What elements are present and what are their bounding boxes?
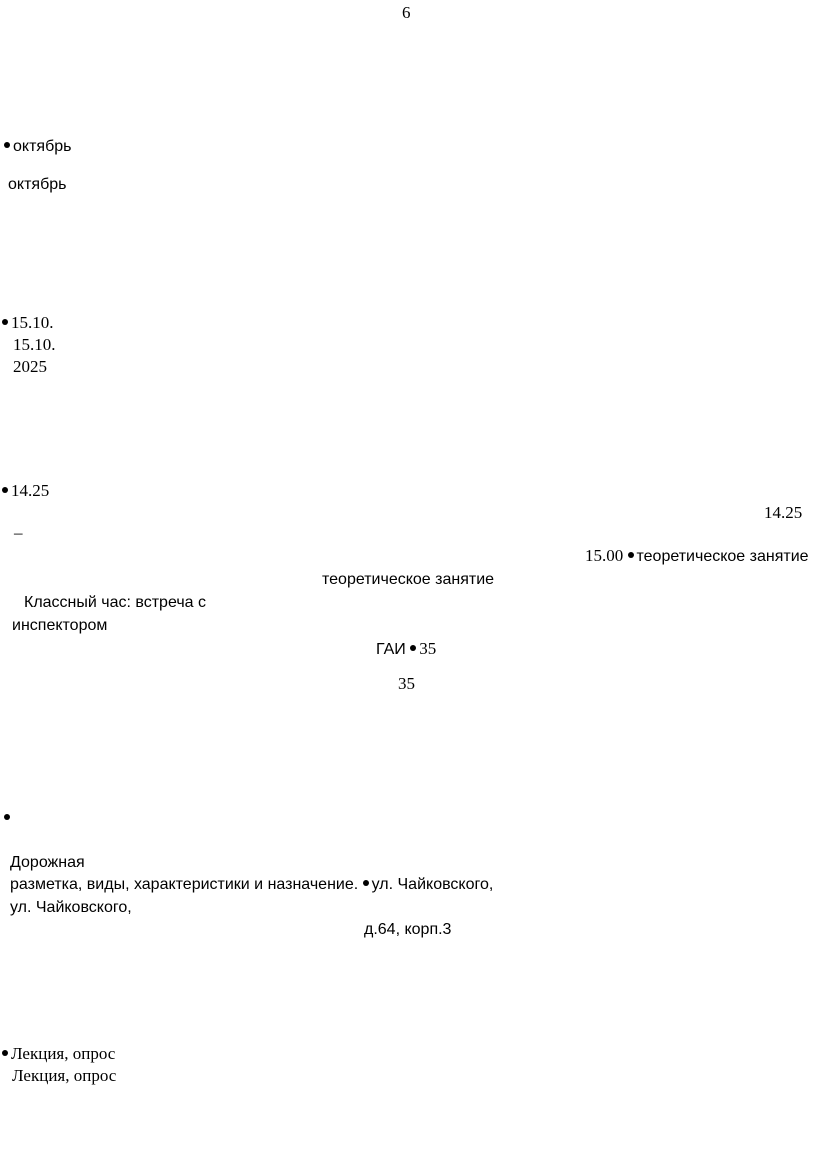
- month-text: октябрь: [8, 176, 67, 193]
- form-bullet-item: [2, 1045, 115, 1062]
- topic2-line2: разметка, виды, характеристики и назначение.: [10, 876, 359, 893]
- hours-count-inline: 35: [419, 639, 437, 658]
- month-bullet-item: [4, 139, 71, 155]
- bullet-icon: [2, 319, 8, 325]
- bullet-icon: [2, 1050, 8, 1056]
- form-bullet-text: Лекция, опрос: [11, 1044, 116, 1063]
- bullet-icon: [2, 487, 8, 493]
- topic1-line2: инспектором: [12, 617, 108, 634]
- form-text: Лекция, опрос: [12, 1066, 117, 1085]
- time-bullet-item: [2, 482, 49, 499]
- topic1-line3-with-count: [376, 640, 436, 658]
- bullet-icon: [628, 552, 634, 558]
- address-line1: ул. Чайковского,: [10, 899, 132, 916]
- lesson-type-center: теоретическое занятие: [322, 571, 495, 588]
- time-start-right: 14.25: [764, 503, 803, 522]
- hours-count: 35: [398, 674, 415, 693]
- bullet-icon: [4, 142, 10, 148]
- bullet-icon: [4, 814, 10, 820]
- topic1-line3: ГАИ: [376, 641, 406, 658]
- address-inline: ул. Чайковского,: [371, 876, 494, 893]
- date-bullet-text: 15.10.: [11, 313, 54, 332]
- address-line2: д.64, корп.3: [364, 921, 452, 938]
- date-bullet-item: [2, 314, 54, 331]
- time-end-with-type: [585, 547, 809, 565]
- page-number: 6: [402, 3, 411, 22]
- time-end: 15.00: [585, 546, 624, 565]
- lesson-type-inline: теоретическое занятие: [636, 548, 809, 565]
- time-dash: –: [14, 523, 23, 542]
- month-bullet-text: октябрь: [13, 138, 72, 155]
- bullet-icon: [410, 645, 416, 651]
- date-line1: 15.10.: [13, 335, 56, 354]
- topic2-line1: Дорожная: [10, 854, 85, 871]
- time-bullet-text: 14.25: [11, 481, 50, 500]
- topic2-line2-with-address: [10, 877, 493, 893]
- date-line2: 2025: [13, 357, 47, 376]
- bullet-icon: [363, 880, 369, 886]
- topic1-line1: Классный час: встреча с: [24, 594, 206, 611]
